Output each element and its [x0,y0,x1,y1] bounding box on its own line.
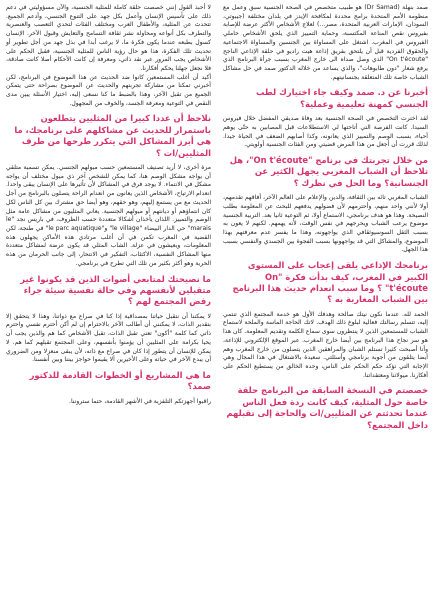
answer-paragraph: صمد بنهلة (Dr Samad) هو طبيب متخصص في الصحة الجنسية سبق وعمل مع منظومة الأمم المتحدة برامج محددة لمكافحة الإيدز في بلدان مختلفة (جيبوتي، السودان، الإمارات العربية المتحدة، مصر...) لعلاج الأشخاص الأكثر عرضة للإصابة بفيروس نقص المناعة المكتسبة، وحماية التمييز الذي يلحق الأشخاص حاملي الفيروس في المغرب. اشتغل على المساواة بين الجنسين والمساواة الاجتماعية والحقوق الفردية قبل أن يلتحق بفريق إذاعة هيت راديو في حلقة الإذاعي الناجح "On t'écoute" الذي وصل صداه الى خارج المغرب بسبب جرأة البرنامج الذي يرفع شعار "دون طابوهات"، والذي يساعد من خلاله الدكتور صمد في حل مشاكل الشباب خاصة تلك المتعلقة بجنسانيتهم. [223,4,429,81]
left-column [6,4,211,593]
right-column [223,4,428,593]
answer-paragraph: لقد اخترت التخصص في الصحة الجنسية بعد وفاة صديقي المفضل خلال فيروس السيدا. كانت الفرصة التي أتاحتها لي الاستطلاعات قبل المصابين به حتّى يوهم أحياء، بسبب الوصم والتمييز الذي يعانونه، وكذا أصابهم الضعف في الحياة جيدا. لذلك قررت أن أجعل من هذا المرض قضيتي ومن الفئات الجنسية أولويتي. [223,115,428,149]
answer-paragraph: راقبوا أجهزتكم التلفزية في الأشهر القادمة، حتما ستروننا. [69,397,211,405]
answer-paragraph: الشباب المغربي تائه بين الثقافة، والدين والإعلام على العالم الآخر، أفاقهم تقدمهم، أولا لأنني واحد منهم، وأحترمهم لأن فضولهم يدفعهم للبحث عن المعلومة بطلب النصيحة. وهذا هو هدف برنامجي، الاستماع أولا، ثم التوعية ثانيا بعد. التربية الجنسية موضوع يرعب الشباب ويحرجهم في نفس الوقت، لأنه يهمهم. لكنهم لا يعون به بسبب الثقل السوسيوثقافي الذي يواجهونه، وهذا ما يفسر عدم معرفتهم بهذا الموضوع، والمشاكل التي قد يواجهونها بسبب الفجوة بين الجسدي والنفسي بسبب هذا الجهل. [223,194,428,254]
interview-question: نلاحظ أن عددا كبيرا من المثليين يتطلعون باستمرار للحديث عن مشاكلهم على برنامجك، ما هي أبرز المشاكل التي يتكرر طرحها من طرف المثليين/ات ؟ [14,113,211,158]
interview-question: من خلال تجربتك في برنامج "On t'écoute"، هل تلاحظ أن الشباب المغربي يجهل الكثير عن الجنسانية؟ وما الحل في نظرك ؟ [229,154,428,188]
answer-paragraph: الحمد لله. عندما نكون نيتك صالحة وهدفك الأول هو خدمة المجتمع الذي تنتمي إليه، تتسلم رسالتك فعالية لبلوغ ذلك الهدف. لاتك الحاجة الماسة والملحة لاستماع الشباب للمستمعين الذين لا ينتظرون سوى سماع الكلمة وتقديم المعلومة. كان هذا هو سر نجاح هذا البرنامج بين أيضا خارج المغرب. عبر الموقع الإلكتروني للإذاعة، وأنا أصبحت كثيرا تستلم الشبان والمراهقين الذين يتصلون من خارج المغرب وهم أيضا يتلقون من أجوبة برنامجي وأسئلتي. سعيدة بالاشتغال في هذا المجال وهي الإجابة التي تؤكد حكم الحكم على الناس، وحده الخالق من يستطيع الحكم على أفكارنا. ميولاتنا ومعتقداتنا. [223,310,428,379]
interview-question: ما هي المشاريع أو الخطوات القادمة للدكتور صمد؟ [29,369,211,392]
answer-paragraph: لا أحبذ القول إنني خصصت حلقة كاملة للمثلية الجنسية، والآن مسؤوليتي في دعم ذلك على تأسيس الإنسان وأعمل بكل جهد على التنوع الجنسي، وأدعم الجميع. تتحدث عن المثلية، والأطفال العرب ومختلف الفئات لتحدي التعصب والعنصرية والتطرف بكل أنواعه ومحاولة نشر ثقافة التسامح والتعايش وقبول الآخر. الإنسان كسول بطبعه عندما يكون فكرة ما، لا يرغب أبدا في بذل جهد من أجل تطوير أو تحديث تلك الفكرة، هذا هو حال رؤية الناس للمثلية الجنسية، فقبل الحكم على الأشخاص يجب المرور عبر نقد ذاتي، ومعرفة إن كانت الأحكام أصلا كانت صادقة، فلا نجعل جهلنا يحكم أفكارنا. [6,4,211,72]
interview-question: ما نصيحتك لمتابعي أصوات الذين قد يكونوا غير متقبلين لأنفسهم وفي حالة نفسية سيئة جراء رفض المجتمع لهم ؟ [20,273,211,307]
interview-question: برنامجك الإذاعي يلقى إعجاب على المستوى الكبير في المغرب، كيف بدأت فكرة "On t'écoute" ؟ وما سبب انعدام حديث هذا البرنامج بين الشباب المغاربة به ؟ [232,260,428,305]
interview-question: خصصتم في النسخة السابقة من البرنامج حلقة خاصة حول المثلية، كيف كانت ردة فعل الناس عندما تحدثتم عن المثليين/ات والحاجة إلى تقبلهم داخل المجتمع؟ [226,385,428,430]
interview-question: أخبرنا عن د. صمد وكيف جاء اختيارك لطب الجنسي كمهنة تعليمية وعملية؟ [255,87,428,109]
answer-paragraph: أكيد أن أغلب المستمعين كانوا ضد الحديث عن هذا الموضوع في البرنامج، لكن أخبرني تمكنا من مشاركة تجربتهم والحديث عن الموضوع بصراحة حتى يتمكن الجميع من تقبل الآخر، وهذا بالضبط ما كنا نسعى إليه، اختيار الأسئلة يبين مدى النقص في التوعية ومعرفة الجسد، والخوف من المجهول. [6,73,211,107]
answer-paragraph: لا يمكننا أن نتقبل حياتنا بمصداقية إذا كنا في صراع مع ذواتنا، وهذا لا يتحقق إلا بتقدير الذات، لا يمكنني أن أطالب الآخر بالاحترام إن لم أكن أحترم نفسي واحترم ذاتي كما كلمة "أكون" تعني تقبل الذات، تقبل الأشخاص كما هم والذين يجب أن يحيا بكرامة على المثليين أن يؤمنوا بأنفسهم، وعلى المجتمع تقبلهم كما هم. لا يمكن للإنسان أن يتطور إذا كان في صراع مع ذاته، لأن يبقى منعزلا ومن الضروري أن يبدع الآخر في حياته وعلى الأخيرين ألا يقيموا حواجز بيننا وبين أنفسنا. [6,312,211,364]
answer-paragraph: مرة أخرى، لا أريد تصنيف المستمعين حسب ميولهم الجنسي. يمكن تسمية متلقي أن يواجه مشكل الوصم هنا، كما يمكن للشخص آخر ذي ميول مختلف أن يواجه مشكل في الانتماء. لا يوجد فرق في المشاكل لأن تأثيرها على الإنسان يبقى واحدا. انعدام الارتياح، الأشخاص الذين يعانون من انعدام الراحة يتصلون بالبرنامج من أجل الحديث مع من يستمع إليهم، وهو حقهم، وهو أيضا حق مشترك بين كل الناس لكل كان انتماؤهم أو ديانتهم أو ميولهم الجنسية. يعاني المثليون من مشاكل عامة مثل الوصم والتمييز. اللذان يأخذان أشكالا متعددة حسب الظروف، في باريس نجد "le marais" حي الدار البيضاء "le village" و"le parc aquatique" في طنجة، لكن القضية في المغرب تكمن في أن أغلب مرتادي هذه الأماكن يجهلون هذه المعلومات، ويعيشون في عزلة. الشاب المثلي قد يكون عرضة لمشاكل متعددة منها المشاكل النفسية، الاكتئاب، التفكير في الانتحار، إلى جانب الحرمان من هذه الحرية وهو أكثر بكثير من تلك التي تطرح في برنامجي. [6,164,211,267]
